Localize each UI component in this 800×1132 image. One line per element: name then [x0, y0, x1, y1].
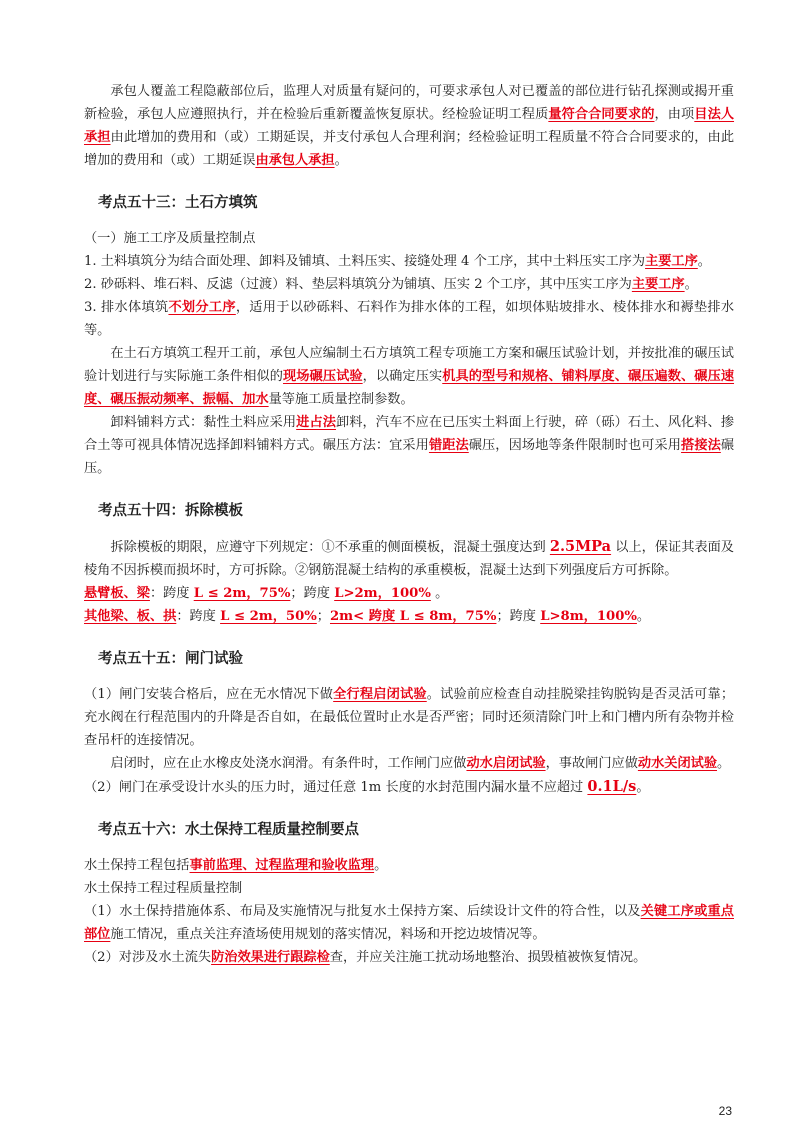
- section-heading: 考点五十四：拆除模板: [98, 503, 243, 519]
- paragraph: （2）闸门在承受设计水头的压力时，通过任意 1m 长度的水封范围内漏水量不应超过 0.1L/s。: [84, 778, 650, 795]
- highlight: 不划分工序: [168, 300, 236, 315]
- highlight: L>2m，100%: [334, 586, 431, 601]
- highlight: 主要工序: [631, 277, 685, 292]
- highlight: 0.1L/s: [587, 778, 637, 795]
- highlight: 悬臂板、梁: [84, 586, 150, 601]
- highlight: 2.5MPa: [549, 538, 612, 555]
- paragraph: 卸料铺料方式：黏性土料应采用进占法卸料，汽车不应在已压实土料面上行驶，碎（砾）石土、风化料、掺合土等可视具体情况选择卸料铺料方式。碾压方法：宜采用错距法碾压，因场地等条件限制时也可采用搭接法碾压。: [84, 415, 735, 476]
- strength-row: 其他梁、板、拱：跨度 L ≤ 2m，50%；2m< 跨度 L ≤ 8m，75%；跨度 L>8m，100%。: [84, 609, 651, 624]
- section-heading: 考点五十六：水土保持工程质量控制要点: [98, 822, 359, 838]
- subheading: 水土保持工程过程质量控制: [84, 881, 243, 896]
- strength-row: 悬臂板、梁：跨度 L ≤ 2m，75%；跨度 L>2m，100% 。: [84, 586, 449, 601]
- paragraph: （1）水土保持措施体系、布局及实施情况与批复水土保持方案、后续设计文件的符合性，以及关键工序或重点部位施工情况，重点关注弃渣场使用规划的落实情况，料场和开挖边坡情况等。: [84, 904, 734, 942]
- highlight: 动水关闭试验: [637, 756, 718, 771]
- highlight: 其他梁、板、拱: [84, 609, 177, 624]
- list-item: 2. 砂砾料、堆石料、反滤（过渡）料、垫层料填筑分为铺填、压实 2 个工序，其中压实工序为主要工序。: [84, 277, 698, 292]
- paragraph: （2）对涉及水土流失防治效果进行跟踪检查，并应关注施工扰动场地整治、损毁植被恢复情况。: [84, 950, 647, 965]
- paragraph: 在土石方填筑工程开工前，承包人应编制土石方填筑工程专项施工方案和碾压试验计划，并按批准的碾压试验计划进行与实际施工条件相似的现场碾压试验，以确定压实机具的型号和规格、铺料厚度、碾压遍数、碾压速度、碾压振动频率、振幅、加水量等施工质量控制参数。: [84, 346, 735, 407]
- highlight: 目法人承担: [84, 107, 735, 145]
- highlight: 全行程启闭试验: [333, 687, 427, 702]
- highlight: 搭接法: [681, 438, 721, 453]
- intro-paragraph: [84, 80, 734, 172]
- text-run: 承包人覆盖工程隐蔽部位后，监理人对质量有疑问的，可要求承包人对已覆盖的部位进行钻孔探测或揭开重新检验，承包人应遵照执行，并在检验后重新覆盖恢复原状。经检验证明工程质: [84, 84, 734, 122]
- section-heading: 考点五十三：土石方填筑: [98, 195, 258, 211]
- highlight: 主要工序: [645, 254, 698, 269]
- highlight: 由承包人承担: [255, 153, 335, 168]
- highlight: L ≤ 2m，75%: [193, 586, 291, 601]
- subheading: （一）施工工序及质量控制点: [84, 231, 256, 246]
- highlight: 进占法: [296, 415, 336, 430]
- highlight: 关键工序或重点部位: [84, 904, 734, 942]
- paragraph: （1）闸门安装合格后，应在无水情况下做全行程启闭试验。试验前应检查自动挂脱梁挂钩脱钩是否灵活可靠；充水阀在行程范围内的升降是否自如，在最低位置时止水是否严密；同时还须清除门叶上和门槽内所有杂物并检查吊杆的连接情况。: [84, 687, 735, 748]
- highlight: 错距法: [428, 438, 469, 453]
- highlight: 量符合合同要求的: [548, 107, 655, 122]
- page-number: 23: [718, 1104, 732, 1118]
- paragraph: 启闭时，应在止水橡皮处浇水润滑。有条件时，工作闸门应做动水启闭试验，事故闸门应做动水关闭试验。: [110, 756, 731, 771]
- paragraph: 拆除模板的期限，应遵守下列规定：①不承重的侧面模板，混凝土强度达到 2.5MPa 以上，保证其表面及棱角不因拆模而损坏时，方可拆除。②钢筋混凝土结构的承重模板，混凝土达到下列强度后方可拆除。: [84, 538, 734, 578]
- highlight: 机具的型号和规格、铺料厚度、碾压遍数、碾压速度、碾压振动频率、振幅、加水: [84, 369, 735, 407]
- list-item: 1. 土料填筑分为结合面处理、卸料及铺填、土料压实、接缝处理 4 个工序，其中土料压实工序为主要工序。: [84, 254, 711, 269]
- paragraph: 水土保持工程包括事前监理、过程监理和验收监理。: [84, 858, 388, 873]
- page-content: [84, 80, 734, 969]
- highlight: 2m< 跨度 L ≤ 8m，75%: [329, 609, 497, 624]
- text-run: ，由项: [654, 107, 695, 122]
- highlight: 现场碾压试验: [283, 369, 363, 384]
- section-heading: 考点五十五：闸门试验: [98, 651, 243, 667]
- highlight: 事前监理、过程监理和验收监理: [189, 858, 375, 873]
- highlight: L ≤ 2m，50%: [220, 609, 317, 624]
- text-run: 由此增加的费用和（或）工期延误，并支付承包人合理利润；经检验证明工程质量不符合合同要求的，由此增加的费用和（或）工期延误: [84, 130, 735, 168]
- highlight: 防治效果进行跟踪检: [211, 950, 330, 965]
- highlight: 动水启闭试验: [466, 756, 546, 771]
- text-run: 。: [334, 153, 348, 168]
- list-item: 3. 排水体填筑不划分工序，适用于以砂砾料、石料作为排水体的工程，如坝体贴坡排水、棱体排水和褥垫排水等。: [84, 300, 735, 338]
- highlight: L>8m，100%: [540, 609, 637, 624]
